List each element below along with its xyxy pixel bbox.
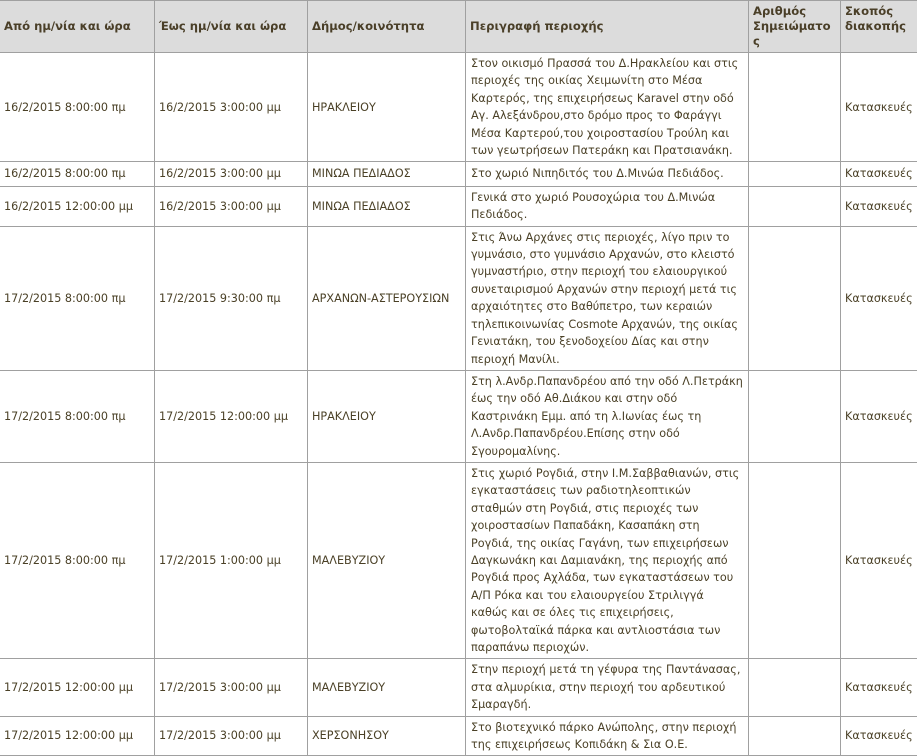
cell-description: Στο βιοτεχνικό πάρκο Ανώπολης, στην περιοχή της επιχειρήσεως Κοπιδάκη & Σια Ο.Ε. — [466, 716, 749, 756]
cell-municipality: ΜΙΝΩΑ ΠΕΔΙΑΔΟΣ — [308, 186, 466, 226]
cell-to: 17/2/2015 12:00:00 μμ — [155, 370, 308, 462]
cell-from: 16/2/2015 8:00:00 πμ — [0, 53, 155, 162]
cell-description: Στο χωριό Νιπηδιτός του Δ.Μινώα Πεδιάδος. — [466, 162, 749, 186]
cell-purpose: Κατασκευές — [841, 659, 917, 716]
cell-purpose: Κατασκευές — [841, 370, 917, 462]
cell-description: Στον οικισμό Πρασσά του Δ.Ηρακλείου και στις περιοχές της οικίας Χειμωνίτη στο Μέσα Καρτερός, της επιχειρήσεως Karavel στην οδό Αγ. Αλεξάνδρου,στο δρόμο προς το Φαράγγι Μέσα Καρτερού,του χοιροστασίου Τρούλη και των γεωτρήσεων Πατεράκη και Πρατσιανάκη. — [466, 53, 749, 162]
cell-note-number — [749, 370, 841, 462]
cell-municipality: ΜΙΝΩΑ ΠΕΔΙΑΔΟΣ — [308, 162, 466, 186]
cell-municipality: ΗΡΑΚΛΕΙΟΥ — [308, 370, 466, 462]
cell-note-number — [749, 162, 841, 186]
cell-description: Στην περιοχή μετά τη γέφυρα της Παντάνασας, στα αλμυρίκια, στην περιοχή του αρδευτικού Σμαραγδή. — [466, 659, 749, 716]
cell-to: 16/2/2015 3:00:00 μμ — [155, 53, 308, 162]
cell-purpose: Κατασκευές — [841, 186, 917, 226]
cell-from: 17/2/2015 8:00:00 πμ — [0, 226, 155, 370]
header-to: Έως ημ/νία και ώρα — [155, 1, 308, 53]
cell-note-number — [749, 716, 841, 756]
cell-to: 17/2/2015 1:00:00 μμ — [155, 462, 308, 658]
cell-note-number — [749, 462, 841, 658]
table-header-row — [0, 1, 917, 53]
cell-note-number — [749, 226, 841, 370]
cell-from: 17/2/2015 12:00:00 μμ — [0, 716, 155, 756]
cell-to: 17/2/2015 3:00:00 μμ — [155, 716, 308, 756]
cell-description: Γενικά στο χωριό Ρουσοχώρια του Δ.Μινώα Πεδιάδος. — [466, 186, 749, 226]
cell-purpose: Κατασκευές — [841, 162, 917, 186]
cell-municipality: ΗΡΑΚΛΕΙΟΥ — [308, 53, 466, 162]
cell-note-number — [749, 53, 841, 162]
cell-note-number — [749, 186, 841, 226]
cell-municipality: ΜΑΛΕΒΥΖΙΟΥ — [308, 462, 466, 658]
cell-from: 17/2/2015 12:00:00 μμ — [0, 659, 155, 716]
table-row — [0, 162, 917, 186]
header-purpose: Σκοπός διακοπής — [841, 1, 917, 53]
header-note-number: Αριθμός Σημειώματος — [749, 1, 841, 53]
cell-purpose: Κατασκευές — [841, 462, 917, 658]
cell-to: 17/2/2015 3:00:00 μμ — [155, 659, 308, 716]
cell-municipality: ΜΑΛΕΒΥΖΙΟΥ — [308, 659, 466, 716]
header-from: Από ημ/νία και ώρα — [0, 1, 155, 53]
cell-from: 16/2/2015 12:00:00 μμ — [0, 186, 155, 226]
table-row — [0, 462, 917, 658]
cell-to: 16/2/2015 3:00:00 μμ — [155, 162, 308, 186]
cell-description: Στις Άνω Αρχάνες στις περιοχές, λίγο πριν το γυμνάσιο, στο γυμνάσιο Αρχανών, στο κλειστό γυμναστήριο, στην περιοχή του ελαιουργικού συνεταιρισμού Αρχανών στην περιοχή μετά τις αρχαιότητες στο Βαθύπετρο, των κεραιών τηλεπικοινωνίας Cosmote Αρχανών, της οικίας Γενιατάκη, του ξενοδοχείου Δίας και στην περιοχή Μανίλι. — [466, 226, 749, 370]
cell-municipality: ΑΡΧΑΝΩΝ-ΑΣΤΕΡΟΥΣΙΩΝ — [308, 226, 466, 370]
table-row — [0, 53, 917, 162]
cell-from: 16/2/2015 8:00:00 πμ — [0, 162, 155, 186]
header-description: Περιγραφή περιοχής — [466, 1, 749, 53]
cell-to: 17/2/2015 9:30:00 πμ — [155, 226, 308, 370]
cell-to: 16/2/2015 3:00:00 μμ — [155, 186, 308, 226]
cell-description: Στη λ.Ανδρ.Παπανδρέου από την οδό Λ.Πετράκη έως την οδό Αθ.Διάκου και στην οδό Καστρινάκη Εμμ. από τη λ.Ιωνίας έως τη Λ.Ανδρ.Παπανδρέου.Επίσης στην οδό Σγουρομαλίνης. — [466, 370, 749, 462]
table-row — [0, 370, 917, 462]
table-row — [0, 186, 917, 226]
cell-from: 17/2/2015 8:00:00 πμ — [0, 370, 155, 462]
cell-purpose: Κατασκευές — [841, 716, 917, 756]
cell-description: Στις χωριό Ρογδιά, στην Ι.Μ.Σαββαθιανών, στις εγκαταστάσεις των ραδιοτηλεοπτικών σταθμών στη Ρογδιά, στις περιοχές των χοιροστασίων Παπαδάκη, Κασαπάκη στη Ρογδιά, της οικίας Γαγάνη, των επιχειρήσεων Δαγκωνάκη και Δαμιανάκη, της περιοχής από Ρογδιά προς Αχλάδα, των εγκαταστάσεων του Α/Π Ρόκα και του ελαιουργείου Στριλιγγά καθώς και σε όλες τις επιχειρήσεις, φωτοβολταϊκά πάρκα και αντλιοστάσια των παραπάνω περιοχών. — [466, 462, 749, 658]
table-row — [0, 226, 917, 370]
cell-purpose: Κατασκευές — [841, 226, 917, 370]
table-row — [0, 716, 917, 756]
cell-municipality: ΧΕΡΣΟΝΗΣΟΥ — [308, 716, 466, 756]
cell-from: 17/2/2015 8:00:00 πμ — [0, 462, 155, 658]
cell-purpose: Κατασκευές — [841, 53, 917, 162]
header-municipality: Δήμος/κοινότητα — [308, 1, 466, 53]
